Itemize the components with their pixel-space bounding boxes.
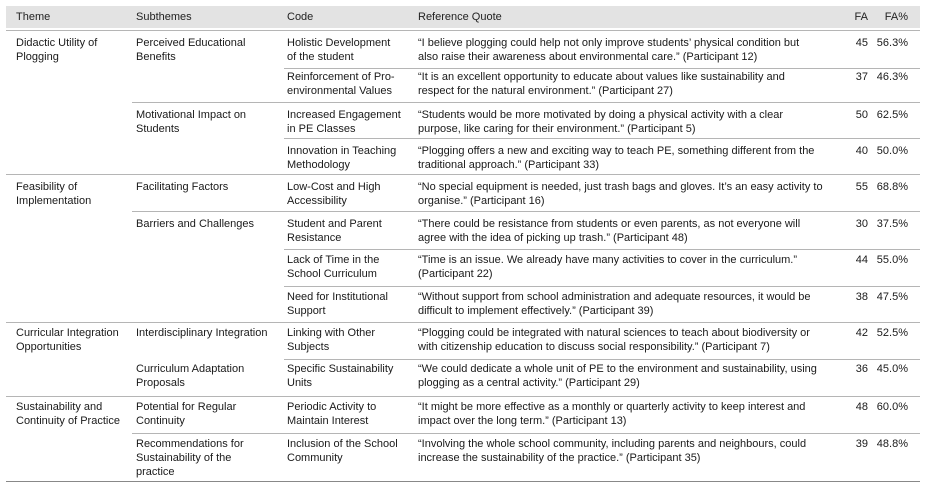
code-cell: Periodic Activity to	[287, 401, 377, 413]
row-separator	[284, 359, 920, 360]
row-separator	[284, 249, 920, 250]
fa-cell: 36	[855, 363, 868, 375]
theme-cell: Feasibility of	[16, 181, 78, 193]
table-bottom-rule	[6, 481, 920, 482]
fa-cell: 50	[855, 109, 868, 121]
code-cell: Holistic Development	[287, 37, 391, 49]
quote-cell: “It might be more effective as a monthly or quarterly activity to keep interest and	[418, 401, 806, 413]
code-cell: Accessibility	[287, 195, 347, 207]
quote-cell: “Involving the whole school community, including parents and neighbours, could	[418, 438, 807, 450]
fa-cell: 45	[855, 37, 868, 49]
quote-cell: plogging as a central activity.” (Participant 29)	[418, 377, 640, 389]
code-cell: Units	[287, 377, 313, 389]
theme-cell: Opportunities	[16, 341, 82, 353]
row-separator	[284, 286, 920, 287]
fa-cell: 55	[855, 181, 868, 193]
quote-cell: “Time is an issue. We already have many activities to cover in the curriculum.”	[418, 254, 798, 266]
row-separator	[6, 396, 920, 397]
theme-cell: Continuity of Practice	[16, 415, 120, 427]
quote-cell: organise.” (Participant 16)	[418, 195, 545, 207]
quote-cell: “I believe plogging could help not only improve students’ physical condition but	[418, 37, 800, 49]
quote-cell: “No special equipment is needed, just trash bags and gloves. It’s an easy activity to	[418, 181, 823, 193]
fa-pct-cell: 52.5%	[876, 327, 908, 339]
subtheme-cell: Proposals	[136, 377, 185, 389]
row-separator	[284, 68, 920, 69]
theme-cell: Didactic Utility of	[16, 37, 98, 49]
header-subthemes: Subthemes	[136, 11, 192, 23]
fa-pct-cell: 46.3%	[876, 71, 908, 83]
header-reference-quote: Reference Quote	[418, 11, 502, 23]
fa-pct-cell: 47.5%	[876, 291, 908, 303]
fa-pct-cell: 48.8%	[876, 438, 908, 450]
code-cell: Inclusion of the School	[287, 438, 398, 450]
theme-cell: Curricular Integration	[16, 327, 119, 339]
quote-cell: difficult to implement effectively.” (Participant 39)	[418, 305, 654, 317]
fa-pct-cell: 62.5%	[876, 109, 908, 121]
quote-cell: “Without support from school administration and adequate resources, it would be	[418, 291, 811, 303]
code-cell: Support	[287, 305, 326, 317]
code-cell: Reinforcement of Pro-	[287, 71, 395, 83]
code-cell: Lack of Time in the	[287, 254, 380, 266]
code-cell: Methodology	[287, 159, 350, 171]
row-separator	[6, 30, 920, 31]
code-cell: Low-Cost and High	[287, 181, 381, 193]
code-cell: Specific Sustainability	[287, 363, 394, 375]
fa-pct-cell: 55.0%	[876, 254, 908, 266]
quote-cell: “It is an excellent opportunity to educate about values like sustainability and	[418, 71, 785, 83]
subtheme-cell: Sustainability of the	[136, 452, 232, 464]
code-cell: of the student	[287, 51, 354, 63]
subtheme-cell: Curriculum Adaptation	[136, 363, 245, 375]
header-fa-pct: FA%	[884, 11, 908, 23]
quote-cell: “Students would be more motivated by doing a physical activity with a clear	[418, 109, 784, 121]
fa-cell: 48	[855, 401, 868, 413]
theme-cell: Implementation	[16, 195, 92, 207]
fa-cell: 40	[855, 145, 868, 157]
code-cell: Increased Engagement	[287, 109, 401, 121]
subtheme-cell: Facilitating Factors	[136, 181, 229, 193]
code-cell: Community	[287, 452, 343, 464]
fa-cell: 30	[855, 218, 868, 230]
quote-cell: with citizenship education to discuss social responsibility.” (Participant 7)	[418, 341, 770, 353]
fa-cell: 42	[855, 327, 868, 339]
code-cell: Resistance	[287, 232, 342, 244]
quote-cell: “There could be resistance from students or even parents, as not everyone will	[418, 218, 801, 230]
code-cell: Linking with Other	[287, 327, 376, 339]
code-cell: Student and Parent	[287, 218, 382, 230]
fa-pct-cell: 60.0%	[876, 401, 908, 413]
code-cell: Need for Institutional	[287, 291, 388, 303]
quote-cell: (Participant 22)	[418, 268, 493, 280]
subtheme-cell: Recommendations for	[136, 438, 244, 450]
quote-cell: “Plogging offers a new and exciting way to teach PE, something different from the	[418, 145, 815, 157]
fa-pct-cell: 68.8%	[876, 181, 908, 193]
theme-cell: Sustainability and	[16, 401, 103, 413]
subtheme-cell: Perceived Educational	[136, 37, 246, 49]
quote-cell: also raise their awareness about environmental care.” (Participant 12)	[418, 51, 758, 63]
row-separator	[132, 211, 920, 212]
quote-cell: “We could dedicate a whole unit of PE to the environment and sustainability, using	[418, 363, 817, 375]
subtheme-cell: Motivational Impact on	[136, 109, 247, 121]
code-cell: Maintain Interest	[287, 415, 369, 427]
quote-cell: impact over the long term.” (Participant 13)	[418, 415, 627, 427]
theme-cell: Plogging	[16, 51, 59, 63]
quote-cell: increase the sustainability of the practice.” (Participant 35)	[418, 452, 701, 464]
quote-cell: purpose, like caring for their environment.” (Participant 5)	[418, 123, 696, 135]
fa-cell: 44	[855, 254, 868, 266]
fa-cell: 38	[855, 291, 868, 303]
row-separator	[6, 322, 920, 323]
row-separator	[284, 138, 920, 139]
header-theme: Theme	[16, 11, 51, 23]
code-cell: in PE Classes	[287, 123, 356, 135]
quote-cell: “Plogging could be integrated with natural sciences to teach about biodiversity or	[418, 327, 810, 339]
row-separator	[132, 433, 920, 434]
fa-pct-cell: 45.0%	[876, 363, 908, 375]
subtheme-cell: Continuity	[136, 415, 185, 427]
quote-cell: respect for the natural environment.” (Participant 27)	[418, 85, 673, 97]
code-cell: School Curriculum	[287, 268, 377, 280]
row-separator	[6, 174, 920, 175]
subtheme-cell: Students	[136, 123, 180, 135]
subtheme-cell: Benefits	[136, 51, 176, 63]
header-code: Code	[287, 11, 314, 23]
code-cell: environmental Values	[287, 85, 392, 97]
quote-cell: traditional approach.” (Participant 33)	[418, 159, 599, 171]
subtheme-cell: Potential for Regular	[136, 401, 237, 413]
fa-pct-cell: 50.0%	[876, 145, 908, 157]
code-cell: Subjects	[287, 341, 330, 353]
quote-cell: agree with the idea of picking up trash.” (Participant 48)	[418, 232, 688, 244]
subtheme-cell: Barriers and Challenges	[136, 218, 255, 230]
subtheme-cell: Interdisciplinary Integration	[136, 327, 268, 339]
fa-cell: 39	[855, 438, 868, 450]
subtheme-cell: practice	[136, 466, 175, 478]
fa-pct-cell: 37.5%	[876, 218, 908, 230]
fa-pct-cell: 56.3%	[876, 37, 908, 49]
row-separator	[132, 102, 920, 103]
fa-cell: 37	[855, 71, 868, 83]
header-fa: FA	[854, 11, 868, 23]
code-cell: Innovation in Teaching	[287, 145, 397, 157]
